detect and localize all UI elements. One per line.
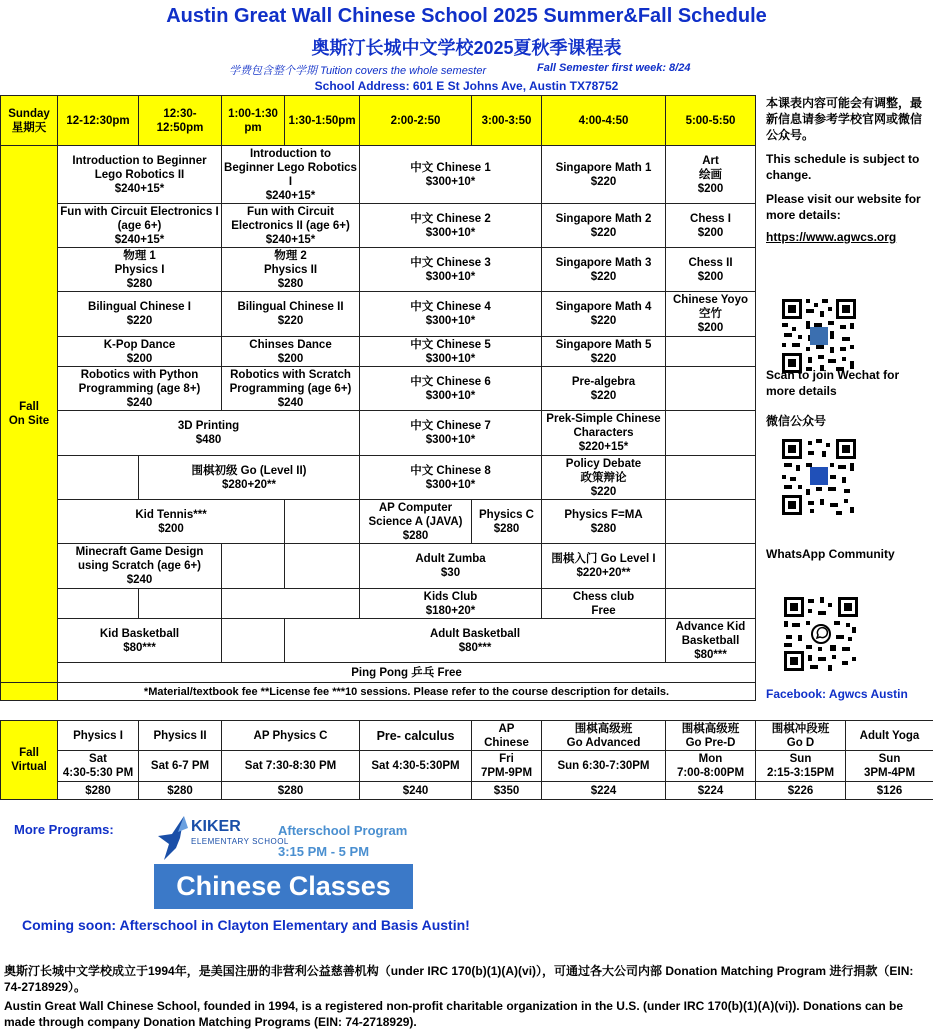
sidebar-visit: Please visit our website for more details:: [766, 191, 926, 223]
empty-cell: [139, 589, 222, 619]
course-cell: 中文 Chinese 6 $300+10*: [360, 367, 542, 411]
course-cell: Singapore Math 2 $220: [542, 204, 666, 248]
course-cell: Fun with Circuit Electronics I (age 6+) $240+15*: [58, 204, 222, 248]
kiker-afterschool-banner: [154, 814, 414, 914]
virtual-course-time: Sat 6-7 PM: [139, 751, 222, 782]
virtual-course-price: $350: [472, 782, 542, 800]
course-cell: 物理 1 Physics I $280: [58, 248, 222, 292]
qr-code-icon: [780, 437, 858, 517]
virtual-course-name: Adult Yoga: [846, 721, 933, 751]
first-week-note: Fall Semester first week: 8/24: [537, 62, 690, 74]
facebook-label[interactable]: Facebook: Agwcs Austin: [766, 687, 908, 701]
virtual-course-time: Mon 7:00-8:00PM: [666, 751, 756, 782]
virtual-course-price: $226: [756, 782, 846, 800]
virtual-course-time: Sun 2:15-3:15PM: [756, 751, 846, 782]
course-cell: 中文 Chinese 4 $300+10*: [360, 292, 542, 337]
time-header: 4:00-4:50: [542, 96, 666, 146]
empty-cell: [222, 589, 360, 619]
empty-cell: [666, 411, 756, 456]
afterschool-time: 3:15 PM - 5 PM: [278, 844, 369, 859]
course-cell: 中文 Chinese 1 $300+10*: [360, 146, 542, 204]
chinese-classes-banner: Chinese Classes: [154, 864, 413, 909]
course-cell: Pre-algebra $220: [542, 367, 666, 411]
coming-soon-note: Coming soon: Afterschool in Clayton Elementary and Basis Austin!: [22, 917, 470, 933]
time-header: 5:00-5:50: [666, 96, 756, 146]
tuition-note: 学费包含整个学期 Tuition covers the whole semester: [229, 62, 486, 78]
virtual-course-name: Physics II: [139, 721, 222, 751]
virtual-course-name: 围棋高级班 Go Pre-D: [666, 721, 756, 751]
course-cell: Kid Tennis*** $200: [58, 500, 285, 544]
time-header: 12:30-12:50pm: [139, 96, 222, 146]
course-cell: Bilingual Chinese II $220: [222, 292, 360, 337]
course-cell: 物理 2 Physics II $280: [222, 248, 360, 292]
course-cell: Bilingual Chinese I $220: [58, 292, 222, 337]
virtual-course-time: Sun 6:30-7:30PM: [542, 751, 666, 782]
virtual-course-price: $240: [360, 782, 472, 800]
ping-pong-cell: Ping Pong 乒乓 Free: [58, 663, 756, 683]
empty-cell: [666, 500, 756, 544]
course-cell: Minecraft Game Design using Scratch (age 6+) $240: [58, 544, 222, 589]
website-link[interactable]: https://www.agwcs.org: [766, 229, 926, 245]
course-cell: Adult Zumba $30: [360, 544, 542, 589]
time-header: 1:30-1:50pm: [285, 96, 360, 146]
course-cell: Robotics with Scratch Programming (age 6+) $240: [222, 367, 360, 411]
sidebar-note-en: This schedule is subject to change.: [766, 151, 926, 183]
course-cell: 中文 Chinese 7 $300+10*: [360, 411, 542, 456]
course-cell: Physics F=MA $280: [542, 500, 666, 544]
empty-cell: [222, 544, 285, 589]
course-cell: Adult Basketball $80***: [285, 619, 666, 663]
course-cell: 3D Printing $480: [58, 411, 360, 456]
sidebar-info: [766, 95, 926, 245]
time-header: 12-12:30pm: [58, 96, 139, 146]
sidebar-note-zh: 本课表内容可能会有调整，最新信息请参考学校官网或微信公众号。: [766, 95, 926, 143]
course-cell: Chess I $200: [666, 204, 756, 248]
qr-code-icon: [780, 297, 858, 375]
virtual-schedule-table: [0, 720, 933, 800]
empty-cell: [285, 500, 360, 544]
course-cell: Prek-Simple Chinese Characters $220+15*: [542, 411, 666, 456]
course-cell: 中文 Chinese 2 $300+10*: [360, 204, 542, 248]
course-cell: 中文 Chinese 8 $300+10*: [360, 456, 542, 500]
course-cell: Art 绘画 $200: [666, 146, 756, 204]
course-cell: Fun with Circuit Electronics II (age 6+) $240+15*: [222, 204, 360, 248]
empty-cell: [666, 337, 756, 367]
title-zh: 奥斯汀长城中文学校2025夏秋季课程表: [0, 34, 933, 60]
virtual-course-price: $280: [58, 782, 139, 800]
virtual-course-time: Sat 4:30-5:30 PM: [58, 751, 139, 782]
day-header: Sunday 星期天: [1, 96, 58, 146]
course-cell: Robotics with Python Programming (age 8+) $240: [58, 367, 222, 411]
course-cell: K-Pop Dance $200: [58, 337, 222, 367]
about-en: Austin Great Wall Chinese School, founded in 1994, is a registered non-profit charitable organization in the U.S. (under IRC 170(b)(1)(A)(vi)). Donations can be made through company Donation Matching Programs (EIN: 74-2718929).: [4, 998, 929, 1030]
time-header: 1:00-1:30 pm: [222, 96, 285, 146]
course-cell: Introduction to Beginner Lego Robotics II $240+15*: [58, 146, 222, 204]
virtual-course-name: AP Chinese: [472, 721, 542, 751]
course-cell: 围棋入门 Go Level I $220+20**: [542, 544, 666, 589]
course-cell: Singapore Math 3 $220: [542, 248, 666, 292]
virtual-course-price: $224: [542, 782, 666, 800]
virtual-course-time: Sat 4:30-5:30PM: [360, 751, 472, 782]
empty-cell: [666, 544, 756, 589]
empty-cell: [58, 456, 139, 500]
course-cell: 中文 Chinese 3 $300+10*: [360, 248, 542, 292]
course-cell: Physics C $280: [472, 500, 542, 544]
virtual-course-price: $280: [139, 782, 222, 800]
time-header: 3:00-3:50: [472, 96, 542, 146]
course-cell: Chinses Dance $200: [222, 337, 360, 367]
virtual-course-name: 围棋冲段班 Go D: [756, 721, 846, 751]
whatsapp-label: WhatsApp Community: [766, 547, 895, 561]
more-programs-label: More Programs:: [14, 822, 114, 837]
course-cell: Introduction to Beginner Lego Robotics I $240+15*: [222, 146, 360, 204]
title-en: Austin Great Wall Chinese School 2025 Summer&Fall Schedule: [0, 5, 933, 28]
course-cell: Advance Kid Basketball $80***: [666, 619, 756, 663]
course-cell: Chess club Free: [542, 589, 666, 619]
afterschool-program-label: Afterschool Program: [278, 823, 407, 838]
kiker-subtitle: ELEMENTARY SCHOOL: [191, 837, 289, 846]
virtual-course-price: $126: [846, 782, 933, 800]
school-address: School Address: 601 E St Johns Ave, Austin TX78752: [0, 79, 933, 93]
empty-cell: [285, 544, 360, 589]
fall-onsite-label: Fall On Site: [1, 146, 58, 683]
virtual-course-price: $224: [666, 782, 756, 800]
onsite-schedule-table: [0, 95, 756, 701]
footnote: *Material/textbook fee **License fee ***10 sessions. Please refer to the course description for details.: [58, 683, 756, 701]
empty-cell: [1, 683, 58, 701]
empty-cell: [222, 619, 285, 663]
virtual-course-name: 围棋高级班 Go Advanced: [542, 721, 666, 751]
course-cell: Singapore Math 1 $220: [542, 146, 666, 204]
course-cell: Chess II $200: [666, 248, 756, 292]
course-cell: Singapore Math 4 $220: [542, 292, 666, 337]
course-cell: Singapore Math 5 $220: [542, 337, 666, 367]
virtual-course-name: Pre- calculus: [360, 721, 472, 751]
virtual-course-name: AP Physics C: [222, 721, 360, 751]
virtual-course-time: Fri 7PM-9PM: [472, 751, 542, 782]
qr-code-icon: [782, 595, 860, 673]
fall-virtual-label: Fall Virtual: [1, 721, 58, 800]
kiker-star-logo-icon: [154, 814, 190, 862]
wechat-account-label: 微信公众号: [766, 412, 826, 429]
course-cell: Chinese Yoyo 空竹 $200: [666, 292, 756, 337]
empty-cell: [58, 589, 139, 619]
time-header: 2:00-2:50: [360, 96, 472, 146]
course-cell: Policy Debate 政策辩论 $220: [542, 456, 666, 500]
course-cell: 围棋初级 Go (Level II) $280+20**: [139, 456, 360, 500]
about-zh: 奥斯汀长城中文学校成立于1994年，是美国注册的非营利公益慈善机构（under IRC 170(b)(1)(A)(vi)），可通过各大公司内部 Donation Matching Program 进行捐款（EIN: 74-2718929）。: [4, 963, 929, 995]
kiker-name: KIKER: [191, 818, 241, 836]
course-cell: AP Computer Science A (JAVA) $280: [360, 500, 472, 544]
virtual-course-time: Sat 7:30-8:30 PM: [222, 751, 360, 782]
virtual-course-name: Physics I: [58, 721, 139, 751]
empty-cell: [666, 589, 756, 619]
virtual-course-time: Sun 3PM-4PM: [846, 751, 933, 782]
empty-cell: [666, 456, 756, 500]
virtual-course-price: $280: [222, 782, 360, 800]
course-cell: 中文 Chinese 5 $300+10*: [360, 337, 542, 367]
wechat-scan-label: Scan to join Wechat for more details: [766, 367, 926, 399]
course-cell: Kid Basketball $80***: [58, 619, 222, 663]
empty-cell: [666, 367, 756, 411]
course-cell: Kids Club $180+20*: [360, 589, 542, 619]
